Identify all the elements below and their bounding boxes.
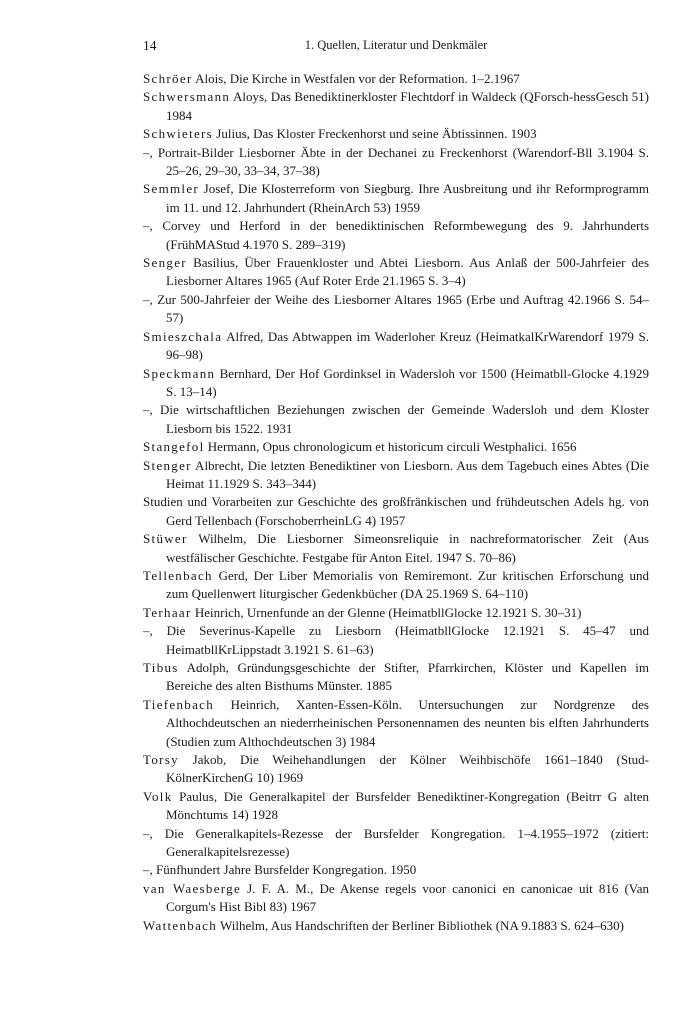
page-header	[143, 38, 649, 58]
ditto-dash: –	[143, 144, 150, 160]
bibliography-entry	[143, 696, 649, 751]
bibliography-entry	[143, 880, 649, 917]
bibliography-entry	[143, 291, 649, 328]
entry-author: Schwieters	[143, 126, 214, 142]
bibliography-entry	[143, 604, 649, 622]
entry-text: , Fünfhundert Jahre Bursfelder Kongregation. 1950	[149, 862, 417, 878]
bibliography-entry	[143, 493, 649, 530]
entry-author: Stenger	[143, 457, 192, 473]
bibliography-entry	[143, 254, 649, 291]
bibliography-entry	[143, 438, 649, 456]
entry-text: Basilius, Über Frauenkloster und Abtei Liesborn. Aus Anlaß der 500-Jahrfeier des Liesborner Altares 1965 (Auf Roter Erde 21.1965 S. 3–4)	[166, 255, 649, 289]
entry-author: Tiefenbach	[143, 696, 215, 712]
bibliography-entry	[143, 70, 649, 88]
entry-author: Tellenbach	[143, 567, 213, 583]
bibliography-list	[143, 70, 649, 935]
entry-text: Aloys, Das Benediktinerkloster Flechtdorf in Waldeck (QForsch-hessGesch 51) 1984	[166, 89, 649, 123]
bibliography-entry	[143, 751, 649, 788]
entry-text: J. F. A. M., De Akense regels voor canonici en canonicae uit 816 (Van Corgum's Hist Bibl 83) 1967	[166, 880, 650, 915]
entry-text: , Die Generalkapitels-Rezesse der Bursfelder Kongregation. 1–4.1955–1972 (zitiert: Generalkapitelsrezesse)	[149, 825, 649, 860]
bibliography-entry	[143, 622, 649, 659]
entry-text: Josef, Die Klosterreform von Siegburg. Ihre Ausbreitung und ihr Reformprogramm im 11. und 12. Jahrhundert (RheinArch 53) 1959	[166, 181, 649, 215]
entry-text: Wilhelm, Die Liesborner Simeonsreliquie in nachreformatorischer Zeit (Aus westfälischer Geschichte. Festgabe für Anton Eitel. 1947 S. 70–86)	[166, 531, 649, 565]
entry-author: Volk	[143, 788, 173, 804]
bibliography-entry	[143, 825, 649, 862]
bibliography-entry	[143, 861, 649, 879]
bibliography-entry	[143, 917, 649, 935]
entry-text: , Die wirtschaftlichen Beziehungen zwischen der Gemeinde Wadersloh und dem Kloster Liesborn bis 1522. 1931	[149, 402, 649, 436]
ditto-dash: –	[143, 862, 150, 878]
entry-text: , Zur 500-Jahrfeier der Weihe des Liesborner Altares 1965 (Erbe und Auftrag 42.1966 S. 54–57)	[149, 291, 649, 326]
entry-text: Wilhelm, Aus Handschriften der Berliner Bibliothek (NA 9.1883 S. 624–630)	[217, 917, 624, 933]
bibliography-entry	[143, 457, 649, 494]
entry-author: Terhaar	[143, 604, 192, 620]
entry-text: , Die Severinus-Kapelle zu Liesborn (HeimatbllGlocke 12.1921 S. 45–47 und HeimatbllKrLippstadt 3.1921 S. 61–63)	[149, 623, 649, 657]
bibliography-entry	[143, 328, 649, 365]
entry-author: Senger	[143, 255, 187, 271]
bibliography-entry	[143, 365, 649, 402]
ditto-dash: –	[143, 291, 150, 307]
bibliography-entry	[143, 217, 649, 254]
entry-author: Stangefol	[143, 439, 205, 455]
bibliography-entry	[143, 88, 649, 125]
entry-text: , Portrait-Bilder Liesborner Äbte in der Dechanei zu Freckenhorst (Warendorf-Bll 3.1904 S. 25–26, 29–30, 33–34, 37–38)	[149, 144, 649, 179]
entry-text: , Corvey und Herford in der benediktinischen Reformbewegung des 9. Jahrhunderts (FrühMAStud 4.1970 S. 289–319)	[149, 218, 649, 252]
ditto-dash: –	[143, 623, 150, 639]
entry-text: Albrecht, Die letzten Benediktiner von Liesborn. Aus dem Tagebuch eines Abtes (Die Heimat 11.1929 S. 343–344)	[166, 457, 649, 491]
entry-text: Heinrich, Xanten-Essen-Köln. Untersuchungen zur Nordgrenze des Althochdeutschen an niederrheinischen Personennamen des neunten bis elften Jahrhunderts (Studien zum Althochdeutschen 3) 1984	[166, 696, 649, 749]
bibliography-entry	[143, 125, 649, 143]
entry-text: Adolph, Gründungsgeschichte der Stifter, Pfarrkirchen, Klöster und Kapellen im Bereiche des alten Bisthums Münster. 1885	[166, 660, 649, 694]
running-title: 1. Quellen, Literatur und Denkmäler	[304, 38, 488, 52]
page-number: 14	[143, 38, 157, 53]
bibliography-entry	[143, 530, 649, 567]
ditto-dash: –	[143, 218, 150, 234]
bibliography-entry	[143, 567, 649, 604]
entry-text: Alfred, Das Abtwappen im Waderloher Kreuz (HeimatkalKrWarendorf 1979 S. 96–98)	[166, 328, 649, 363]
entry-author: Speckmann	[143, 365, 216, 381]
entry-author: Schröer	[143, 71, 193, 86]
entry-author: van Waesberge	[143, 880, 242, 896]
entry-author: Schwersmann	[143, 89, 231, 105]
bibliography-entry	[143, 659, 649, 696]
ditto-dash: –	[143, 825, 150, 841]
entry-author: Semmler	[143, 181, 200, 197]
ditto-dash: –	[143, 402, 150, 418]
entry-author: Torsy	[143, 752, 179, 768]
entry-text: Studien und Vorarbeiten zur Geschichte des großfränkischen und frühdeutschen Adels hg. von Gerd Tellenbach (ForschoberrheinLG 4) 1957	[143, 494, 649, 528]
entry-author: Smieszchala	[143, 328, 223, 344]
bibliography-entry	[143, 144, 649, 181]
bibliography-entry	[143, 401, 649, 438]
bibliography-entry	[143, 788, 649, 825]
entry-text: Alois, Die Kirche in Westfalen vor der Reformation. 1–2.1967	[192, 71, 520, 86]
entry-text: Gerd, Der Liber Memorialis von Remiremont. Zur kritischen Erforschung und zum Quellenwert liturgischer Gedenkbücher (DA 25.1969 S. 64–110)	[166, 567, 649, 602]
entry-text: Heinrich, Urnenfunde an der Glenne (HeimatbllGlocke 12.1921 S. 30–31)	[191, 604, 582, 620]
entry-text: Hermann, Opus chronologicum et historicum circuli Westphalici. 1656	[204, 439, 577, 455]
entry-text: Paulus, Die Generalkapitel der Bursfelder Benediktiner-Kongregation (Beitrr G alten Mönchtums 14) 1928	[166, 788, 649, 823]
entry-author: Wattenbach	[143, 917, 218, 933]
entry-text: Jakob, Die Weihehandlungen der Kölner Weihbischöfe 1661–1840 (Stud-KölnerKirchenG 10) 1969	[166, 752, 649, 786]
entry-author: Tibus	[143, 660, 179, 675]
entry-text: Bernhard, Der Hof Gordinksel in Wadersloh vor 1500 (Heimatbll-Glocke 4.1929 S. 13–14)	[166, 365, 649, 399]
entry-author: Stüwer	[143, 531, 188, 547]
bibliography-entry	[143, 180, 649, 217]
entry-text: Julius, Das Kloster Freckenhorst und seine Äbtissinnen. 1903	[213, 126, 537, 142]
